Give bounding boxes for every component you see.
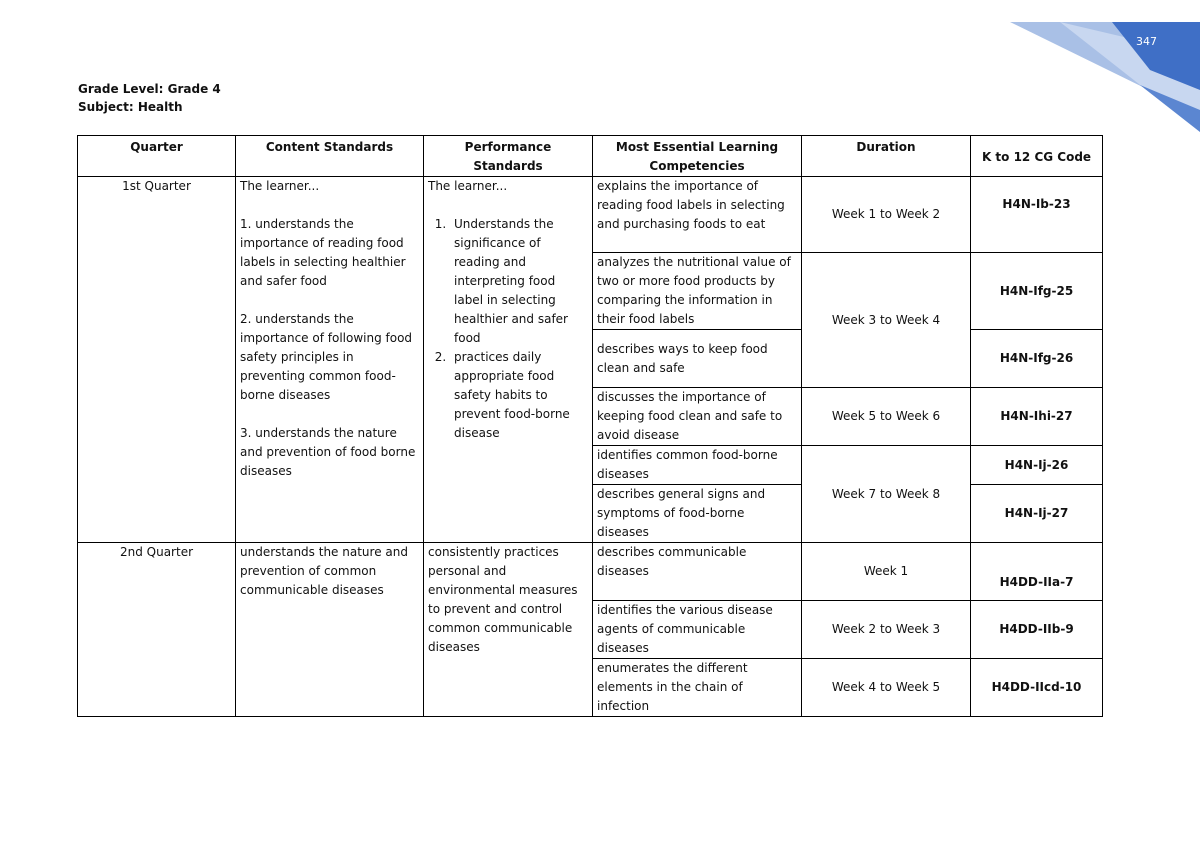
header-performance-standards: Performance Standards [424,136,593,177]
page-number: 347 [1136,35,1157,48]
competency-cell: discusses the importance of keeping food clean and safe to avoid disease [593,388,802,446]
header-quarter: Quarter [78,136,236,177]
duration-cell: Week 7 to Week 8 [802,446,971,543]
code-cell: H4DD-IIb-9 [971,601,1103,659]
curriculum-table [77,135,1103,717]
header-content-standards: Content Standards [236,136,424,177]
performance-standards-cell: consistently practices personal and environmental measures to prevent and control common communicable diseases [424,543,593,717]
competency-cell: explains the importance of reading food labels in selecting and purchasing foods to eat [593,177,802,253]
code-cell: H4N-Ij-26 [971,446,1103,485]
code-cell: H4N-Ib-23 [971,177,1103,253]
duration-cell: Week 2 to Week 3 [802,601,971,659]
performance-list [428,215,588,443]
duration-cell: Week 5 to Week 6 [802,388,971,446]
code-cell: H4DD-IIa-7 [971,543,1103,601]
code-cell: H4N-Ifg-26 [971,330,1103,388]
content-intro: The learner... [240,179,320,193]
code-cell: H4N-Ihi-27 [971,388,1103,446]
table-row [78,177,1103,253]
code-cell: H4DD-IIcd-10 [971,659,1103,717]
performance-intro: The learner... [428,179,508,193]
code-cell: H4N-Ij-27 [971,485,1103,543]
competency-cell: identifies common food-borne diseases [593,446,802,485]
performance-standards-cell [424,177,593,543]
corner-decoration [1000,0,1200,140]
content-item: 3. understands the nature and prevention of food borne diseases [240,426,416,478]
header-duration: Duration [802,136,971,177]
grade-level: Grade Level: Grade 4 [78,82,221,96]
duration-cell: Week 1 to Week 2 [802,177,971,253]
code-cell: H4N-Ifg-25 [971,253,1103,330]
table-row [78,543,1103,601]
quarter-cell: 1st Quarter [78,177,236,543]
subject: Subject: Health [78,100,183,114]
competency-cell: enumerates the different elements in the chain of infection [593,659,802,717]
competency-cell: identifies the various disease agents of communicable diseases [593,601,802,659]
competency-cell: describes communicable diseases [593,543,802,601]
document-meta [78,80,221,116]
competency-cell: describes general signs and symptoms of food-borne diseases [593,485,802,543]
duration-cell: Week 4 to Week 5 [802,659,971,717]
content-standards-cell: understands the nature and prevention of common communicable diseases [236,543,424,717]
table-header-row [78,136,1103,177]
competency-cell: describes ways to keep food clean and safe [593,330,802,388]
header-competencies: Most Essential Learning Competencies [593,136,802,177]
performance-item: 2. practices daily appropriate food safety habits to prevent food-borne disease [450,348,588,443]
content-item: 2. understands the importance of following food safety principles in preventing common food-borne diseases [240,312,413,402]
quarter-cell: 2nd Quarter [78,543,236,717]
duration-cell: Week 3 to Week 4 [802,253,971,388]
content-item: 1. understands the importance of reading food labels in selecting healthier and safer food [240,217,406,288]
competency-cell: analyzes the nutritional value of two or more food products by comparing the information in their food labels [593,253,802,330]
content-standards-cell [236,177,424,543]
duration-cell: Week 1 [802,543,971,601]
performance-item: 1. Understands the significance of reading and interpreting food label in selecting healthier and safer food [450,215,588,348]
header-cg-code: K to 12 CG Code [971,136,1103,177]
